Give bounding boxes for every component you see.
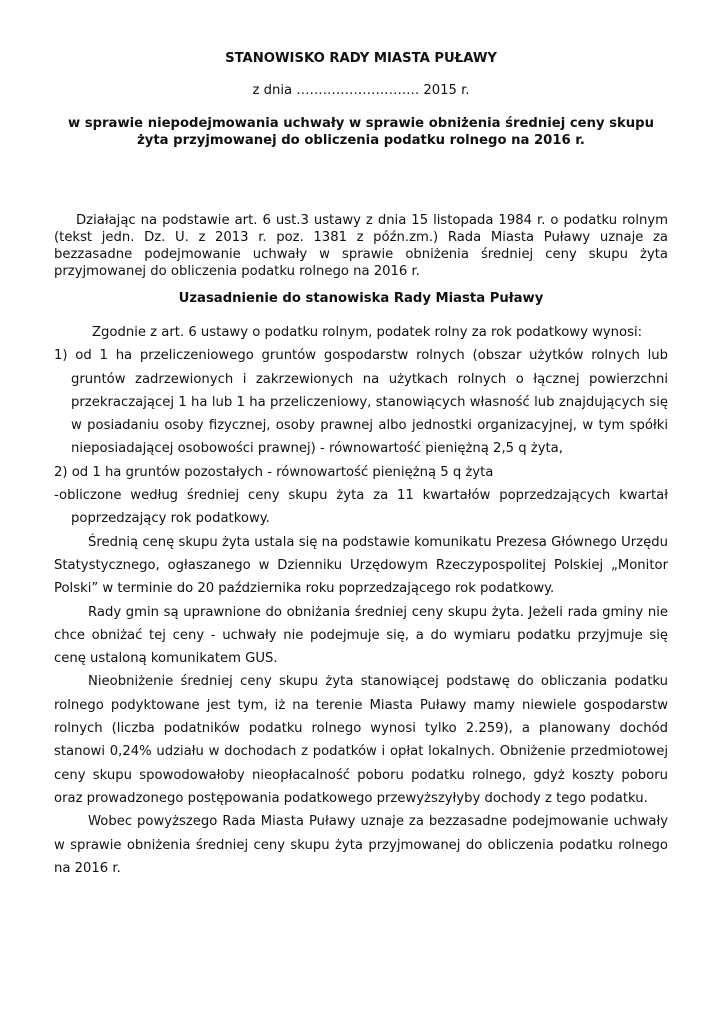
justification-intro: Zgodnie z art. 6 ustawy o podatku rolnym, podatek rolny za rok podatkowy wynosi: (92, 325, 643, 340)
list-item-1: 1) od 1 ha przeliczeniowego gruntów gospodarstw rolnych (obszar użytków rolnych lub gruntów zadrzewionych i zakrzewionych na użytkach rolnych o łącznej powierzchni przekraczającej 1 ha lub 1 ha przeliczeniowy, stanowiących własność lub znajdujących się w posiadaniu osoby fizycznej, osoby prawnej albo jednostki organizacyjnej, w tym spółki nieposiadającej osobowości prawnej) - równowartość pieniężną 2,5 q żyta, (54, 348, 668, 457)
paragraph-gus: Średnią cenę skupu żyta ustala się na podstawie komunikatu Prezesa Głównego Urzędu Statystycznego, ogłaszanego w Dzienniku Urzędowym Rzeczypospolitej Polskiej „Monitor Polski” w terminie do 20 października roku poprzedzającego rok podatkowy. (54, 534, 668, 597)
main-paragraph: Działając na podstawie art. 6 ust.3 ustawy z dnia 15 listopada 1984 r. o podatku rolnym (tekst jedn. Dz. U. z 2013 r. poz. 1381 z późn.zm.) Rada Miasta Puławy uznaje za bezzasadne podejmowanie uchwały w sprawie obniżenia średniej ceny skupu żyta przyjmowanej do obliczenia podatku rolnego na 2016 r. (54, 213, 668, 279)
paragraph-conclusion: Wobec powyższego Rada Miasta Puławy uznaje za bezzasadne podejmowanie uchwały w sprawie obniżenia średniej ceny skupu żyta przyjmowanej do obliczenia podatku rolnego na 2016 r. (54, 814, 668, 876)
list-item-2: 2) od 1 ha gruntów pozostałych - równowartość pieniężną 5 q żyta (54, 464, 494, 480)
document-subject: w sprawie niepodejmowania uchwały w sprawie obniżenia średniej ceny skupu żyta przyjmowanej do obliczenia podatku rolnego na 2016 r. (67, 116, 654, 148)
paragraph-rady: Rady gmin są uprawnione do obniżania średniej ceny skupu żyta. Jeżeli rada gminy nie chce obniżać tej ceny - uchwały nie podejmuje się, a do wymiaru podatku przyjmuje się cenę ustaloną komunikatem GUS. (54, 604, 668, 667)
paragraph-reason: Nieobniżenie średniej ceny skupu żyta stanowiącej podstawę do obliczania podatku rolnego podyktowane jest tym, iż na terenie Miasta Puławy mamy niewiele gospodarstw rolnych (liczba podatników podatku rolnego wynosi tylko 2.259), a planowany dochód stanowi 0,24% udziału w dochodach z podatków i opłat lokalnych. Obniżenie przedmiotowej ceny skupu spowodowałoby nieopłacalność poboru podatku rolnego, gdyż koszty poboru oraz prowadzonego postępowania podatkowego przewyższyłyby dochody z tego podatku. (54, 674, 668, 806)
date-line: z dnia ………………………. 2015 r. (252, 83, 470, 98)
list-item-dash: -obliczone według średniej ceny skupu żyta za 11 kwartałów poprzedzających kwartał poprzedzający rok podatkowy. (54, 488, 668, 527)
justification-body (54, 321, 668, 880)
document-title: STANOWISKO RADY MIASTA PUŁAWY (225, 51, 497, 66)
justification-heading: Uzasadnienie do stanowiska Rady Miasta Puławy (178, 291, 544, 306)
